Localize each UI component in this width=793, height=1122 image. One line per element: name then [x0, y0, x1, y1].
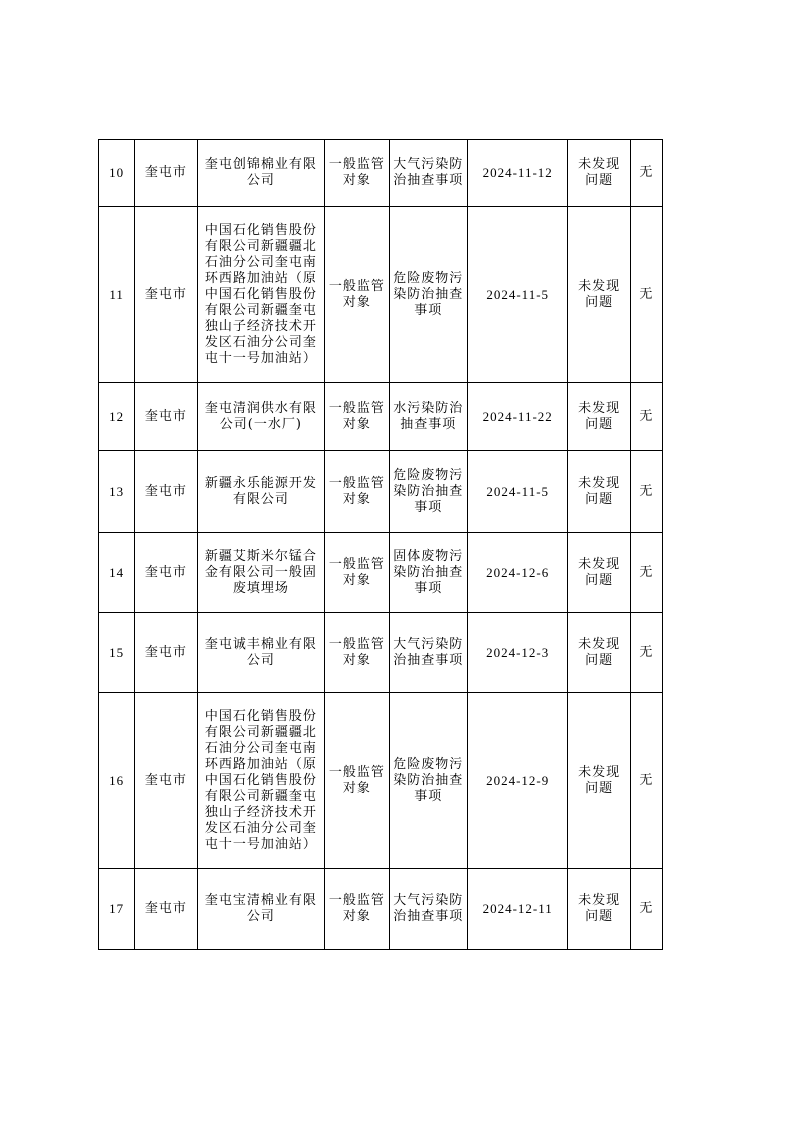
company-cell: 奎屯清润供水有限公司(一水厂): [197, 383, 325, 451]
matter-cell: 水污染防治抽查事项: [389, 383, 467, 451]
result-cell: 未发现问题: [568, 140, 630, 207]
city-cell: 奎屯市: [135, 869, 197, 950]
city-cell: 奎屯市: [135, 613, 197, 693]
date-cell: 2024-12-11: [467, 869, 568, 950]
date-cell: 2024-12-6: [467, 533, 568, 613]
object-type-cell: 一般监管对象: [325, 383, 389, 451]
object-type-cell: 一般监管对象: [325, 451, 389, 533]
row-number: 16: [99, 693, 135, 869]
company-cell: 中国石化销售股份有限公司新疆疆北石油分公司奎屯南环西路加油站（原中国石化销售股份有限公司新疆奎屯独山子经济技术开发区石油分公司奎屯十一号加油站）: [197, 207, 325, 383]
result-cell: 未发现问题: [568, 451, 630, 533]
matter-cell: 危险废物污染防治抽查事项: [389, 693, 467, 869]
company-cell: 奎屯诚丰棉业有限公司: [197, 613, 325, 693]
result-cell: 未发现问题: [568, 207, 630, 383]
city-cell: 奎屯市: [135, 383, 197, 451]
object-type-cell: 一般监管对象: [325, 693, 389, 869]
table-row: [99, 533, 663, 613]
matter-cell: 危险废物污染防治抽查事项: [389, 451, 467, 533]
company-cell: 奎屯宝清棉业有限公司: [197, 869, 325, 950]
table-row: [99, 383, 663, 451]
row-number: 10: [99, 140, 135, 207]
row-number: 11: [99, 207, 135, 383]
object-type-cell: 一般监管对象: [325, 140, 389, 207]
matter-cell: 大气污染防治抽查事项: [389, 613, 467, 693]
remark-cell: 无: [630, 869, 662, 950]
table-row: [99, 207, 663, 383]
city-cell: 奎屯市: [135, 693, 197, 869]
remark-cell: 无: [630, 533, 662, 613]
object-type-cell: 一般监管对象: [325, 613, 389, 693]
remark-cell: 无: [630, 140, 662, 207]
table-row: [99, 869, 663, 950]
matter-cell: 危险废物污染防治抽查事项: [389, 207, 467, 383]
remark-cell: 无: [630, 207, 662, 383]
result-cell: 未发现问题: [568, 383, 630, 451]
remark-cell: 无: [630, 693, 662, 869]
date-cell: 2024-11-22: [467, 383, 568, 451]
inspection-results-table: [98, 139, 663, 950]
result-cell: 未发现问题: [568, 693, 630, 869]
object-type-cell: 一般监管对象: [325, 533, 389, 613]
result-cell: 未发现问题: [568, 533, 630, 613]
company-cell: 奎屯创锦棉业有限公司: [197, 140, 325, 207]
table-row: [99, 613, 663, 693]
remark-cell: 无: [630, 451, 662, 533]
company-cell: 中国石化销售股份有限公司新疆疆北石油分公司奎屯南环西路加油站（原中国石化销售股份有限公司新疆奎屯独山子经济技术开发区石油分公司奎屯十一号加油站）: [197, 693, 325, 869]
row-number: 17: [99, 869, 135, 950]
date-cell: 2024-12-3: [467, 613, 568, 693]
remark-cell: 无: [630, 383, 662, 451]
city-cell: 奎屯市: [135, 207, 197, 383]
row-number: 13: [99, 451, 135, 533]
row-number: 12: [99, 383, 135, 451]
city-cell: 奎屯市: [135, 451, 197, 533]
table-row: [99, 451, 663, 533]
object-type-cell: 一般监管对象: [325, 869, 389, 950]
table-row: [99, 140, 663, 207]
company-cell: 新疆艾斯米尔锰合金有限公司一般固废填埋场: [197, 533, 325, 613]
company-cell: 新疆永乐能源开发有限公司: [197, 451, 325, 533]
date-cell: 2024-11-5: [467, 451, 568, 533]
city-cell: 奎屯市: [135, 140, 197, 207]
date-cell: 2024-12-9: [467, 693, 568, 869]
matter-cell: 大气污染防治抽查事项: [389, 140, 467, 207]
result-cell: 未发现问题: [568, 613, 630, 693]
row-number: 14: [99, 533, 135, 613]
object-type-cell: 一般监管对象: [325, 207, 389, 383]
remark-cell: 无: [630, 613, 662, 693]
result-cell: 未发现问题: [568, 869, 630, 950]
matter-cell: 大气污染防治抽查事项: [389, 869, 467, 950]
matter-cell: 固体废物污染防治抽查事项: [389, 533, 467, 613]
row-number: 15: [99, 613, 135, 693]
date-cell: 2024-11-12: [467, 140, 568, 207]
city-cell: 奎屯市: [135, 533, 197, 613]
table-row: [99, 693, 663, 869]
date-cell: 2024-11-5: [467, 207, 568, 383]
